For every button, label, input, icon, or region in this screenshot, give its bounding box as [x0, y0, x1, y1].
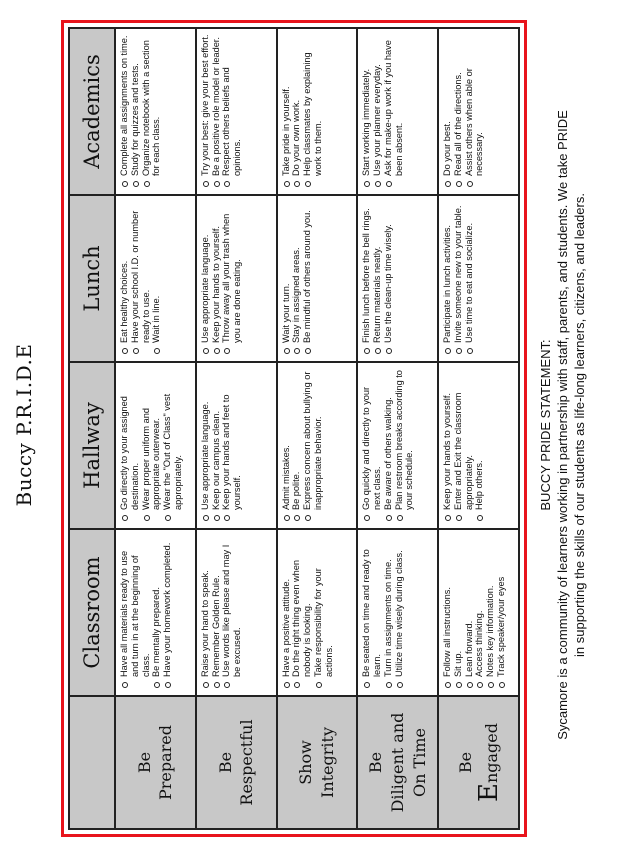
list-item: Utilize time wisely during class. [394, 535, 405, 690]
cell-respectful-lunch [196, 195, 277, 362]
list-item: Return materials neatly. [372, 201, 383, 356]
list-item: Track speaker/your eyes [496, 535, 507, 690]
list-item: Read all of the directions. [453, 34, 464, 189]
list-item: Respect others beliefs and opinions. [221, 34, 243, 189]
row-header-respectful [196, 696, 277, 829]
list-item: Access thinking. [474, 535, 485, 690]
list-item: Do the right thing even when nobody is looking. [291, 535, 313, 690]
list-item: Be mentally prepared. [151, 535, 162, 690]
cell-respectful-academics [196, 28, 277, 195]
column-header-hallway: Hallway [69, 362, 115, 529]
list-item: Use your planner everyday. [372, 34, 383, 189]
list-item: Start working immediately. [361, 34, 372, 189]
row-header-line: Prepared [156, 724, 176, 801]
list-item: Use appropriate language. [200, 368, 211, 523]
row-header-line: Be [215, 751, 235, 774]
list-item: Do your best. [442, 34, 453, 189]
cell-prepared-hallway [115, 362, 196, 529]
cell-integrity-academics [277, 28, 358, 195]
list-item: Invite someone new to your table. [453, 201, 464, 356]
cell-prepared-lunch [115, 195, 196, 362]
row-header-line: Respectful [237, 719, 257, 806]
list-item: Ask for make-up work if you have been absent. [383, 34, 405, 189]
cell-engaged-hallway [438, 362, 519, 529]
row-header-engaged [438, 696, 519, 829]
column-header-academics: Academics [69, 28, 115, 195]
cell-prepared-classroom [115, 529, 196, 696]
row-header-line: Show [296, 740, 316, 785]
list-item: Enter and Exit the classroom appropriately. [453, 368, 475, 523]
list-item: Help classmates by explaining work to them. [302, 34, 324, 189]
cell-engaged-classroom [438, 529, 519, 696]
row-header-line: Integrity [317, 727, 337, 798]
list-item: Have your school I.D. or number ready to use. [130, 201, 152, 356]
list-item: Go quickly and directly to your next class. [361, 368, 383, 523]
list-item: Lean forward. [464, 535, 475, 690]
row-header-rest: ngaged [482, 722, 502, 784]
cell-diligent-academics [357, 28, 438, 195]
row-header-prepared [115, 696, 196, 829]
statement-heading: BUCCY PRIDE STATEMENT: [538, 339, 553, 511]
list-item: Be seated on time and ready to learn. [361, 535, 383, 690]
list-item: Remember Golden Rule. [211, 535, 222, 690]
row-header-integrity [277, 696, 358, 829]
list-item: Have your homework completed. [162, 535, 173, 690]
list-item: Have all materials ready to use and turn in at the beginning of class. [119, 535, 151, 690]
list-item: Try your best: give your best effort. [200, 34, 211, 189]
list-item: Take responsibility for your actions. [313, 535, 335, 690]
list-item: Keep your hands and feet to yourself. [221, 368, 243, 523]
row-header-line: Be [134, 751, 154, 774]
cell-diligent-classroom [357, 529, 438, 696]
list-item: Raise your hand to speak. [200, 535, 211, 690]
list-item: Express concern about bullying or inappropriate behavior. [302, 368, 324, 523]
cell-integrity-hallway [277, 362, 358, 529]
list-item: Be polite. [291, 368, 302, 523]
page-title: Buccy P.R.I.D.E [12, 343, 36, 507]
list-item: Use words like please and may I be excused. [221, 535, 243, 690]
list-item: Study for quizzes and tests. [130, 34, 141, 189]
statement-text [555, 20, 588, 830]
list-item: Do your own work. [291, 34, 302, 189]
cell-respectful-classroom [196, 529, 277, 696]
statement-line: Sycamore is a community of learners working in partnership with staff, parents, and students. We take PRIDE [555, 110, 570, 740]
row-header-line: Be [455, 751, 475, 774]
cell-respectful-hallway [196, 362, 277, 529]
column-header-lunch: Lunch [69, 195, 115, 362]
list-item: Use appropriate language. [200, 201, 211, 356]
list-item: Finish lunch before the bell rings. [361, 201, 372, 356]
list-item: Go directly to your assigned destination. [119, 368, 141, 523]
list-item: Have a positive attitude. [281, 535, 292, 690]
list-item: Use time to eat and socialize. [464, 201, 475, 356]
cell-integrity-lunch [277, 195, 358, 362]
list-item: Stay in assigned areas. [291, 201, 302, 356]
row-header-diligent [357, 696, 438, 829]
pride-matrix-frame [61, 20, 527, 837]
list-item: Be aware of others walking. [383, 368, 394, 523]
list-item: Keep your hands to yourself. [211, 201, 222, 356]
row-header-initial: E [474, 783, 505, 803]
column-header-classroom: Classroom [69, 529, 115, 696]
list-item: Admit mistakes. [281, 368, 292, 523]
list-item: Notes key information. [485, 535, 496, 690]
list-item: Complete all assignments on time. [119, 34, 130, 189]
list-item: Wait in line. [151, 201, 162, 356]
list-item: Keep your hands to yourself. [442, 368, 453, 523]
list-item: Be a positive role model or leader. [211, 34, 222, 189]
row-header-line: Be [366, 751, 386, 774]
list-item: Wear proper uniform and appropriate outerwear. [141, 368, 163, 523]
cell-diligent-lunch [357, 195, 438, 362]
list-item: Turn in assignments on time. [383, 535, 394, 690]
row-header-line: Diligent and [387, 712, 407, 813]
cell-integrity-classroom [277, 529, 358, 696]
row-header-line [476, 723, 503, 802]
list-item: Plan restroom breaks according to your schedule. [394, 368, 416, 523]
corner-cell [69, 696, 115, 829]
list-item: Eat healthy choices. [119, 201, 130, 356]
cell-prepared-academics [115, 28, 196, 195]
list-item: Help others. [474, 368, 485, 523]
list-item: Wear the "Out of Class" vest appropriately. [162, 368, 184, 523]
pride-matrix [68, 27, 520, 830]
cell-engaged-academics [438, 28, 519, 195]
list-item: Follow all instructions. [442, 535, 453, 690]
cell-engaged-lunch [438, 195, 519, 362]
list-item: Keep our campus clean. [211, 368, 222, 523]
list-item: Be mindful of others around you. [302, 201, 313, 356]
list-item: Take pride in yourself. [281, 34, 292, 189]
statement-line: in supporting the skills of our students as life-long learners, citizens, and leaders. [571, 193, 587, 657]
list-item: Wait your turn. [281, 201, 292, 356]
row-header-line: On Time [409, 728, 429, 797]
list-item: Organize notebook with a section for each class. [141, 34, 163, 189]
list-item: Assist others when able or necessary. [464, 34, 486, 189]
list-item: Participate in lunch activities. [442, 201, 453, 356]
list-item: Throw away all your trash when you are done eating. [221, 201, 243, 356]
cell-diligent-hallway [357, 362, 438, 529]
list-item: Sit up. [453, 535, 464, 690]
list-item: Use the clean-up time wisely. [383, 201, 394, 356]
